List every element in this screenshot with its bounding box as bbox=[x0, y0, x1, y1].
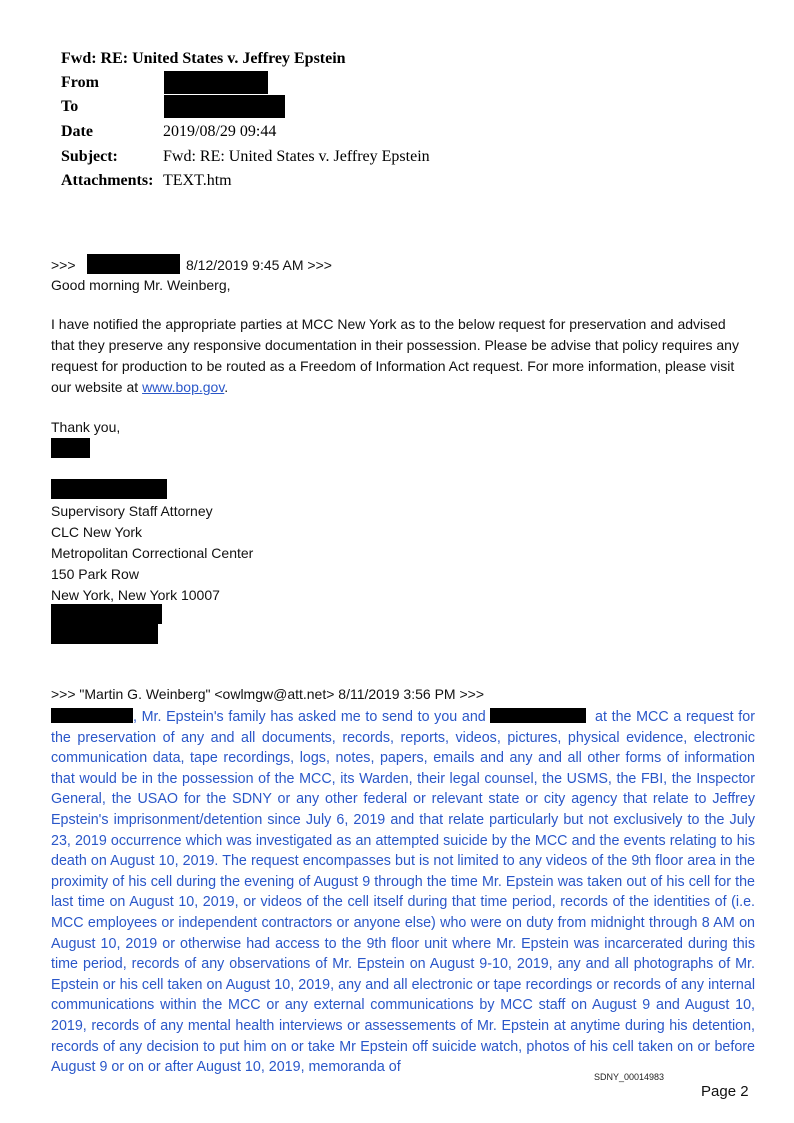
page-number: Page 2 bbox=[701, 1083, 749, 1100]
to-label: To bbox=[61, 98, 79, 115]
bop-link[interactable]: www.bop.gov bbox=[142, 379, 225, 395]
original-seg2: at the MCC a request for the preservation of any and all documents, records, reports, videos, pictures, physical evidence, electronic communication data, tape recordings, logs, notes, papers, emails and any and all other forms of information that would be in the possession of the MCC, its Warden, their legal counsel, the USMS, the FBI, the Inspector General, the USAO for the SDNY or any other federal or relevant state or city agency that relate to Jeffrey Epstein's imprisonment/detention since July 6, 2019 and that relate particularly but not exclusively to the July 23, 2019 occurrence which was investigated as an attempted suicide by the MCC and the events relating to his death on August 10, 2019. The request encompasses but is not limited to any videos of the 9th floor area in the proximity of his cell during the evening of August 9 through the time Mr. Epstein was taken out of his cell for the last time on August 10, 2019, or videos of the cell itself during that time period, records of the identities of (i.e. MCC employees or independent contractors or anyone else) who were on duty from midnight through 8 AM on August 10, 2019 or otherwise had access to the 9th floor unit where Mr. Epstein was incarcerated during this time period, records of any observations of Mr. Epstein on August 9-10, 2019, any and all photographs of Mr. Epstein or his cell taken on August 10, 2019, any and all electronic or tape recordings or records of any internal communications within the MCC or any external communications by MCC staff on August 9 and August 10, 2019, records of any mental health interviews or assessements of Mr. Epstein at anytime during his detention, records of any decision to put him on or take Mr Epstein off suicide watch, photos of his cell taken on or before August 9 or on or after August 10, 2019, memoranda of bbox=[51, 709, 755, 1076]
sig-facility: Metropolitan Correctional Center bbox=[51, 545, 254, 561]
date-label: Date bbox=[61, 123, 93, 140]
redacted-signer-short bbox=[51, 438, 90, 458]
attachments-value: TEXT.htm bbox=[163, 172, 232, 189]
greeting: Good morning Mr. Weinberg, bbox=[51, 277, 231, 293]
bates-number: SDNY_00014983 bbox=[594, 1072, 665, 1082]
sig-street: 150 Park Row bbox=[51, 566, 139, 582]
sig-city: New York, New York 10007 bbox=[51, 587, 220, 603]
original-seg1: , Mr. Epstein's family has asked me to send to you and bbox=[133, 709, 491, 725]
redacted-to bbox=[164, 95, 285, 118]
redacted-from bbox=[164, 71, 268, 94]
attachments-label: Attachments: bbox=[61, 172, 154, 189]
original-header: >>> "Martin G. Weinberg" <owlmgw@att.net> 8/11/2019 3:56 PM >>> bbox=[51, 686, 484, 702]
sig-org: CLC New York bbox=[51, 524, 143, 540]
date-value: 2019/08/29 09:44 bbox=[163, 123, 277, 140]
redacted-recipient-1 bbox=[51, 708, 133, 723]
reply-body bbox=[51, 314, 751, 398]
subject-label: Subject: bbox=[61, 148, 118, 165]
email-title: Fwd: RE: United States v. Jeffrey Epstein bbox=[61, 50, 346, 67]
redacted-signer-name bbox=[51, 479, 167, 499]
closing: Thank you, bbox=[51, 419, 121, 435]
redacted-sender bbox=[87, 254, 180, 274]
subject-value: Fwd: RE: United States v. Jeffrey Epstein bbox=[163, 148, 430, 165]
reply-body-end: . bbox=[224, 379, 229, 395]
reply-timestamp: 8/12/2019 9:45 AM >>> bbox=[186, 257, 332, 273]
original-body bbox=[51, 707, 755, 1078]
redacted-email bbox=[51, 624, 158, 644]
redacted-phone bbox=[51, 604, 162, 624]
redacted-recipient-2 bbox=[490, 708, 586, 723]
sig-title: Supervisory Staff Attorney bbox=[51, 503, 213, 519]
reply-body-text: I have notified the appropriate parties at MCC New York as to the below request for preservation and advised that they preserve any responsive documentation in their possession. Please be advise that policy requires any request for production to be routed as a Freedom of Information Act request. For more information, please visit our website at bbox=[51, 316, 739, 395]
reply-prefix: >>> bbox=[51, 257, 76, 273]
from-label: From bbox=[61, 74, 99, 91]
